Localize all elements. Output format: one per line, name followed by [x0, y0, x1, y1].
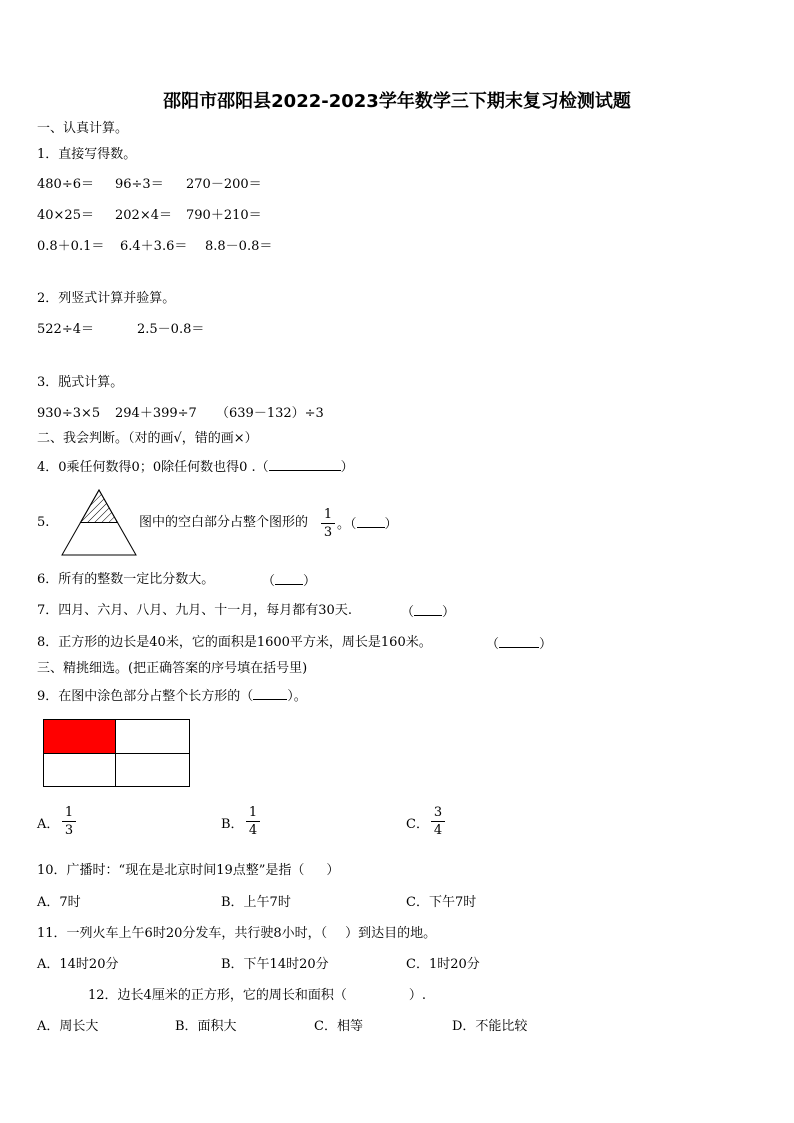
q9: [37, 687, 307, 705]
q1-r2-c1: 40×25＝: [37, 208, 94, 223]
q11-text: 11．一列火车上午6时20分发车，共行驶8小时，（: [37, 926, 328, 941]
q3-item-2: 294＋399÷7: [115, 406, 197, 421]
q10-option-a[interactable]: A．7时: [37, 895, 81, 910]
answer-blank[interactable]: [414, 603, 442, 616]
q2-label: 2．列竖式计算并验算。: [37, 291, 176, 306]
q12-option-d[interactable]: D．不能比较: [452, 1019, 528, 1034]
q11-option-a[interactable]: A．14时20分: [37, 957, 119, 972]
answer-blank[interactable]: [357, 515, 385, 528]
q11: [37, 926, 436, 942]
q10-option-c[interactable]: C．下午7时: [406, 895, 477, 910]
answer-blank[interactable]: [499, 635, 539, 648]
q5-close: ）: [384, 517, 398, 532]
denominator: 3: [64, 823, 74, 838]
section-1-heading: 一、认真计算。: [37, 121, 129, 136]
q6-close: ）: [303, 574, 317, 589]
triangle-top-hatched: [81, 490, 118, 523]
section-3-heading: 三、精挑细选。(把正确答案的序号填在括号里): [37, 661, 308, 676]
denominator: 4: [248, 823, 258, 838]
q8-paren: [486, 635, 552, 653]
q6-paren: [262, 572, 316, 590]
numerator: 1: [248, 805, 258, 820]
q10-close: ）: [326, 863, 340, 878]
q5-fraction-denominator: 3: [323, 525, 333, 540]
q7-open: （: [401, 605, 415, 620]
grid-cell-shaded: [43, 719, 116, 754]
q1-r1-c2: 96÷3＝: [115, 177, 164, 192]
q10: [37, 863, 339, 879]
q2-item-2: 2.5－0.8＝: [137, 322, 205, 337]
q5-text: 图中的空白部分占整个图形的: [139, 515, 309, 530]
q9-option-a-letter: A．: [37, 817, 60, 832]
numerator: 1: [64, 805, 74, 820]
q11-option-c[interactable]: C．1时20分: [406, 957, 480, 972]
q11-close: ）到达目的地。: [345, 926, 437, 941]
q5-tail: [337, 515, 398, 533]
q9-option-b-fraction[interactable]: [246, 805, 260, 838]
q1-label: 1．直接写得数。: [37, 147, 137, 162]
rectangle-grid: [43, 719, 190, 787]
q12-text: 12．边长4厘米的正方形，它的周长和面积（: [88, 988, 347, 1003]
q7-paren: [401, 603, 455, 621]
q6-open: （: [262, 574, 276, 589]
answer-blank[interactable]: [253, 687, 287, 700]
q9-close: ）。: [287, 689, 307, 704]
q7-text: 7．四月、六月、八月、九月、十一月，每月都有30天.: [37, 603, 352, 618]
q12: [88, 988, 426, 1004]
q1-r3-c1: 0.8＋0.1＝: [37, 239, 105, 254]
denominator: 4: [433, 823, 443, 838]
q5-number: 5.: [37, 515, 50, 530]
grid-cell: [115, 753, 190, 787]
q4-close: ）: [340, 460, 354, 475]
triangle-figure: [58, 488, 140, 558]
q11-option-b[interactable]: B．下午14时20分: [221, 957, 329, 972]
numerator: 3: [433, 805, 443, 820]
q5-tail-text: 。（: [337, 517, 357, 532]
q12-close: ）.: [408, 988, 426, 1003]
grid-cell: [43, 753, 116, 787]
q3-item-1: 930÷3×5: [37, 406, 101, 421]
q1-r2-c3: 790＋210＝: [186, 208, 262, 223]
answer-blank[interactable]: [275, 572, 303, 585]
page-title: 邵阳市邵阳县2022-2023学年数学三下期末复习检测试题: [163, 91, 631, 112]
section-2-heading: 二、我会判断。（对的画√，错的画×）: [37, 431, 258, 446]
q1-r2-c2: 202×4＝: [115, 208, 172, 223]
q9-option-b-letter: B．: [221, 817, 244, 832]
q4-text: 4．0乘任何数得0；0除任何数也得0 .（: [37, 460, 269, 475]
q7-close: ）: [442, 605, 456, 620]
q8-open: （: [486, 637, 500, 652]
q9-option-c-letter: C．: [406, 817, 429, 832]
q4: [37, 458, 354, 476]
q3-item-3: （639－132）÷3: [216, 406, 324, 421]
q9-text: 9．在图中涂色部分占整个长方形的（: [37, 689, 254, 704]
q2-item-1: 522÷4＝: [37, 322, 94, 337]
grid-cell: [115, 719, 190, 754]
q9-option-a-fraction[interactable]: [62, 805, 76, 838]
q3-label: 3．脱式计算。: [37, 375, 124, 390]
q10-text: 10．广播时：“现在是北京时间19点整”是指（: [37, 863, 305, 878]
q1-r1-c3: 270－200＝: [186, 177, 262, 192]
q8-close: ）: [539, 637, 553, 652]
q12-option-a[interactable]: A．周长大: [37, 1019, 99, 1034]
q10-option-b[interactable]: B．上午7时: [221, 895, 291, 910]
q6-text: 6．所有的整数一定比分数大。: [37, 572, 215, 587]
q9-option-c-fraction[interactable]: [431, 805, 445, 838]
q12-option-c[interactable]: C．相等: [314, 1019, 363, 1034]
q1-r3-c3: 8.8－0.8＝: [205, 239, 273, 254]
answer-blank[interactable]: [269, 458, 341, 471]
q8-text: 8．正方形的边长是40米，它的面积是1600平方米，周长是160米。: [37, 635, 432, 650]
q5-fraction-numerator: 1: [323, 507, 333, 522]
q5-fraction: [321, 507, 335, 540]
q1-r3-c2: 6.4＋3.6＝: [120, 239, 188, 254]
q12-option-b[interactable]: B．面积大: [175, 1019, 237, 1034]
q1-r1-c1: 480÷6＝: [37, 177, 94, 192]
